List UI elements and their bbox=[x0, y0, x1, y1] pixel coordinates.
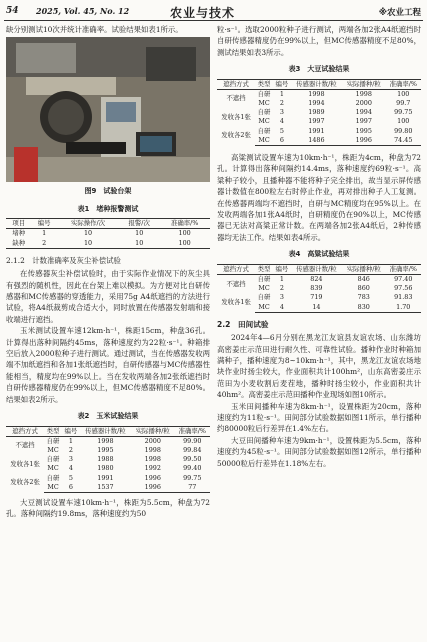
section-name: ※农业工程 bbox=[378, 8, 421, 18]
table-cell: MC bbox=[255, 303, 273, 313]
table-4-header: 类型 bbox=[255, 264, 273, 274]
table-cell: 99.75 bbox=[394, 108, 413, 117]
table-cell: 824 bbox=[310, 274, 323, 283]
table-2-header: 类型 bbox=[44, 426, 62, 436]
table-2-header: 实际播种/粒 bbox=[131, 426, 175, 436]
table-cell: 不遮挡 bbox=[226, 94, 246, 103]
table-cell: 缺种 bbox=[6, 239, 31, 249]
table-cell: 99.50 bbox=[183, 455, 202, 464]
table-cell: 1994 bbox=[355, 108, 372, 117]
table-cell: 自研 bbox=[257, 293, 271, 302]
paragraph: 在传感器灰尘补偿试验时，由于实际作业情况下的灰尘具有强烈的随机性，因此在台架上难以模拟。为方便对比自研传感器和MC传感器的穿透能力，采用75g A4纸遮挡的方法进行试验，将A4纸裁剪成合适大小，同时放置在传感器发射端和接收端进行遮挡。 bbox=[6, 269, 210, 324]
paragraph: 玉米测试设置车速12km·h⁻¹，株距15cm，种盘36孔。计算得出落种间隔约45ms，落种速度约为22粒·s⁻¹。种箱排空后放入2000粒种子进行测试。通过测试，当在传感器发收两端不加纸遮挡和各加1张纸遮挡时，自研传感器与MC传感器性能相当，精度均在99%以上。当在发收两端各加2张纸遮挡时自研传感器精度仍在99%以上，但MC传感器精度不足80%。结果如表2所示。 bbox=[6, 326, 210, 404]
table-row bbox=[6, 455, 210, 464]
table-cell: 830 bbox=[342, 303, 386, 313]
table-row bbox=[217, 127, 421, 136]
table-cell: 2 bbox=[279, 284, 284, 293]
table-1-header: 项目 bbox=[6, 219, 31, 229]
paragraph: 玉米田间播种车速为8km·h⁻¹，设置株距为20cm，落种速度约为11粒·s⁻¹。田间部分试验数据如图11所示，单行播种约80000粒后行差异在1.4%左右。 bbox=[217, 401, 421, 434]
table-cell: 1997 bbox=[308, 117, 325, 126]
table-cell: 4 bbox=[68, 464, 73, 473]
table-3-header: 编号 bbox=[273, 79, 291, 89]
table-cell: 99.40 bbox=[183, 464, 202, 473]
page-number: 54 bbox=[6, 6, 19, 16]
table-cell: 783 bbox=[357, 293, 370, 302]
table-cell: 1995 bbox=[97, 445, 114, 454]
table-row bbox=[217, 293, 421, 302]
table-cell: 4 bbox=[279, 117, 284, 126]
table-cell: 1 bbox=[42, 229, 47, 238]
table-cell: 自研 bbox=[46, 455, 60, 464]
table-3 bbox=[217, 79, 421, 146]
paragraph: 高粱测试设置车速为10km·h⁻¹，株距为4cm，种盘为72孔。计算得出落种间隔约14.4ms，落种速度约69粒·s⁻¹。高粱种子较小，且播种器不能将种子完全排出，故当显示屏传感器计数值在800粒左右时停止作业，再对排出种子人工复测。在传感器两端均不遮挡时，自研与MC精度均在95%以上。在发收两端各加1张A4纸时，自研精度仍在90%以上，MC传感器已无法对高粱正常计数。在两端各加2张A4纸后，2种传感器均无法工作。结果如表4所示。 bbox=[217, 153, 421, 242]
table-cell: 自研 bbox=[257, 274, 271, 283]
table-3-header: 遮挡方式 bbox=[217, 79, 255, 89]
paragraph: 大豆测试设置车速10km·h⁻¹，株距为5.5cm，种盘为72孔。落种间隔约19.8ms，落种速度约为50 bbox=[6, 497, 210, 519]
table-cell: 10 bbox=[119, 239, 159, 249]
right-column bbox=[217, 24, 421, 469]
table-1-caption: 表1 堵种报警测试 bbox=[77, 204, 139, 213]
table-cell: 846 bbox=[357, 274, 370, 283]
table-cell: 自研 bbox=[257, 126, 271, 135]
table-cell: MC bbox=[258, 117, 270, 126]
table-cell: 91.83 bbox=[394, 293, 413, 302]
table-cell: 719 bbox=[310, 293, 323, 302]
table-cell: 1 bbox=[279, 274, 284, 283]
table-cell: 99.90 bbox=[183, 436, 202, 445]
table-4-header: 遮挡方式 bbox=[217, 264, 255, 274]
table-cell: 2 bbox=[31, 239, 56, 249]
table-cell: 77 bbox=[175, 483, 210, 493]
table-cell: 2000 bbox=[355, 99, 372, 108]
table-cell: 3 bbox=[68, 455, 73, 464]
table-cell: 发收各1张 bbox=[221, 298, 251, 307]
table-cell: 自研 bbox=[46, 473, 60, 482]
table-3-header: 传感器计数/粒 bbox=[291, 79, 342, 89]
table-cell: 99.7 bbox=[396, 99, 411, 108]
table-row bbox=[6, 436, 210, 446]
table-2 bbox=[6, 426, 210, 493]
table-cell: 839 bbox=[310, 284, 323, 293]
table-4-caption: 表4 高粱试验结果 bbox=[288, 250, 350, 259]
table-2-header: 传感器计数/粒 bbox=[80, 426, 131, 436]
table-4-header: 实际播种/粒 bbox=[342, 264, 386, 274]
table-3-header: 类型 bbox=[255, 79, 273, 89]
table-cell: 97.56 bbox=[394, 284, 413, 293]
table-cell: 97.40 bbox=[394, 274, 413, 283]
table-cell: 1998 bbox=[308, 89, 325, 98]
table-cell: 100 bbox=[178, 229, 191, 238]
table-cell: 74.45 bbox=[386, 136, 421, 146]
journal-title: 农业与技术 bbox=[170, 6, 236, 20]
table-cell: 1996 bbox=[131, 483, 175, 493]
table-cell: 1996 bbox=[144, 473, 161, 482]
table-cell: 3 bbox=[279, 108, 284, 117]
table-2-header: 编号 bbox=[62, 426, 80, 436]
table-cell: 99.84 bbox=[183, 445, 202, 454]
section-2-1-2-heading: 2.1.2 计数准确率及灰尘补偿试验 bbox=[6, 255, 121, 265]
table-cell: 1994 bbox=[308, 99, 325, 108]
table-cell: MC bbox=[258, 284, 270, 293]
table-cell: 1997 bbox=[355, 117, 372, 126]
table-cell: 2000 bbox=[144, 436, 161, 445]
table-cell: MC bbox=[47, 445, 59, 454]
table-cell: 自研 bbox=[257, 108, 271, 117]
header-rule bbox=[4, 20, 423, 21]
table-4-header: 准确率/% bbox=[386, 264, 421, 274]
table-cell: 10 bbox=[135, 229, 144, 238]
table-cell: 1.70 bbox=[386, 303, 421, 313]
table-cell: MC bbox=[258, 99, 270, 108]
table-cell: 1998 bbox=[144, 445, 161, 454]
table-row bbox=[6, 229, 210, 239]
table-cell: 发收各1张 bbox=[221, 112, 251, 121]
table-cell: 发收各2张 bbox=[10, 478, 40, 487]
table-cell: 100 bbox=[397, 117, 410, 126]
table-cell: 6 bbox=[62, 483, 80, 493]
paragraph: 粒·s⁻¹。选取2000粒种子进行测试，两端各加2张A4纸遮挡时自研传感器精度仍在99%以上，但MC传感器精度不足80%，测试结果如表3所示。 bbox=[217, 25, 421, 57]
table-cell: 1995 bbox=[355, 126, 372, 135]
table-2-caption: 表2 玉米试验结果 bbox=[77, 412, 139, 421]
table-cell: 1486 bbox=[291, 136, 342, 146]
table-1-header: 实际操作/次 bbox=[57, 219, 119, 229]
table-4-header: 传感器计数/粒 bbox=[291, 264, 342, 274]
table-1-header: 编号 bbox=[31, 219, 56, 229]
table-cell: 1991 bbox=[308, 126, 325, 135]
table-cell: 1991 bbox=[97, 473, 114, 482]
table-cell: 1980 bbox=[97, 464, 114, 473]
paragraph: 大豆田间播种车速为9km·h⁻¹，设置株距为5.5cm，落种速度约为45粒·s⁻¹。田间部分试验数据如图12所示，单行播种50000粒后行差异在1.18%左右。 bbox=[217, 435, 421, 468]
table-cell: 不遮挡 bbox=[226, 279, 246, 288]
table-1 bbox=[6, 218, 210, 249]
table-cell: MC bbox=[44, 483, 62, 493]
table-cell: 100 bbox=[159, 239, 210, 249]
table-cell: 2 bbox=[279, 99, 284, 108]
table-cell: MC bbox=[47, 464, 59, 473]
table-cell: 99.75 bbox=[183, 473, 202, 482]
section-2-2-heading: 2.2 田间试验 bbox=[217, 319, 269, 329]
table-cell: 1992 bbox=[144, 464, 161, 473]
issue-info: 2025, Vol. 45, No. 12 bbox=[36, 6, 130, 16]
table-cell: 1996 bbox=[342, 136, 386, 146]
table-cell: 1998 bbox=[97, 436, 114, 445]
figure-9-caption: 图9 试验台架 bbox=[84, 187, 132, 196]
intro-text: 缺分别测试10次并统计准确率。试验结果如表1所示。 bbox=[6, 25, 183, 34]
table-row bbox=[217, 274, 421, 284]
table-cell: 不遮挡 bbox=[15, 441, 35, 450]
table-cell: 10 bbox=[57, 239, 119, 249]
table-cell: 99.80 bbox=[394, 126, 413, 135]
table-cell: 发收各1张 bbox=[10, 459, 40, 468]
test-bench-photo bbox=[6, 37, 210, 182]
test-bench-illustration bbox=[6, 37, 210, 182]
table-2-header: 准确率/% bbox=[175, 426, 210, 436]
table-4-header: 编号 bbox=[273, 264, 291, 274]
table-cell: 14 bbox=[291, 303, 342, 313]
table-cell: 4 bbox=[273, 303, 291, 313]
table-cell: 自研 bbox=[46, 436, 60, 445]
table-1-header: 准确率/% bbox=[159, 219, 210, 229]
table-cell: 3 bbox=[279, 293, 284, 302]
table-cell: 1998 bbox=[144, 455, 161, 464]
left-column bbox=[6, 24, 210, 520]
table-1-header: 报警/次 bbox=[119, 219, 159, 229]
table-3-header: 实际播种/粒 bbox=[342, 79, 386, 89]
table-cell: 1998 bbox=[355, 89, 372, 98]
table-cell: 100 bbox=[397, 89, 410, 98]
page-header bbox=[0, 0, 427, 22]
table-cell: 1988 bbox=[97, 455, 114, 464]
table-cell: 自研 bbox=[257, 89, 271, 98]
table-cell: 2 bbox=[68, 445, 73, 454]
table-cell: 1 bbox=[279, 89, 284, 98]
table-3-header: 准确率/% bbox=[386, 79, 421, 89]
table-cell: MC bbox=[255, 136, 273, 146]
table-cell: 发收各2张 bbox=[221, 131, 251, 140]
table-cell: 1537 bbox=[80, 483, 131, 493]
table-row bbox=[217, 108, 421, 117]
table-cell: 1989 bbox=[308, 108, 325, 117]
paragraph: 2024年4—6月分别在黑龙江友谊县友谊农场、山东潍坊高密姜庄示范田进行耐久性、可靠性试验。播种作业时种箱加满种子，播种速度为8~10km·h⁻¹，其中，黑龙江友谊农场地块作业时扬尘较大，作业面积共计100hm²，山东高密姜庄示范田为小麦收割后麦茬地，播种时扬尘较小，作业面积共计40hm²。高密姜庄示范田播种作业现场如图10所示。 bbox=[217, 333, 421, 400]
table-row bbox=[6, 239, 210, 249]
table-row bbox=[6, 474, 210, 483]
table-cell: 1 bbox=[68, 436, 73, 445]
table-4 bbox=[217, 264, 421, 313]
table-cell: 5 bbox=[68, 473, 73, 482]
table-row bbox=[217, 89, 421, 99]
table-cell: 860 bbox=[357, 284, 370, 293]
table-2-header: 遮挡方式 bbox=[6, 426, 44, 436]
table-cell: 5 bbox=[279, 126, 284, 135]
table-cell: 10 bbox=[83, 229, 93, 238]
table-cell: 6 bbox=[273, 136, 291, 146]
table-cell: 堵种 bbox=[12, 229, 26, 238]
table-3-caption: 表3 大豆试验结果 bbox=[288, 65, 350, 74]
